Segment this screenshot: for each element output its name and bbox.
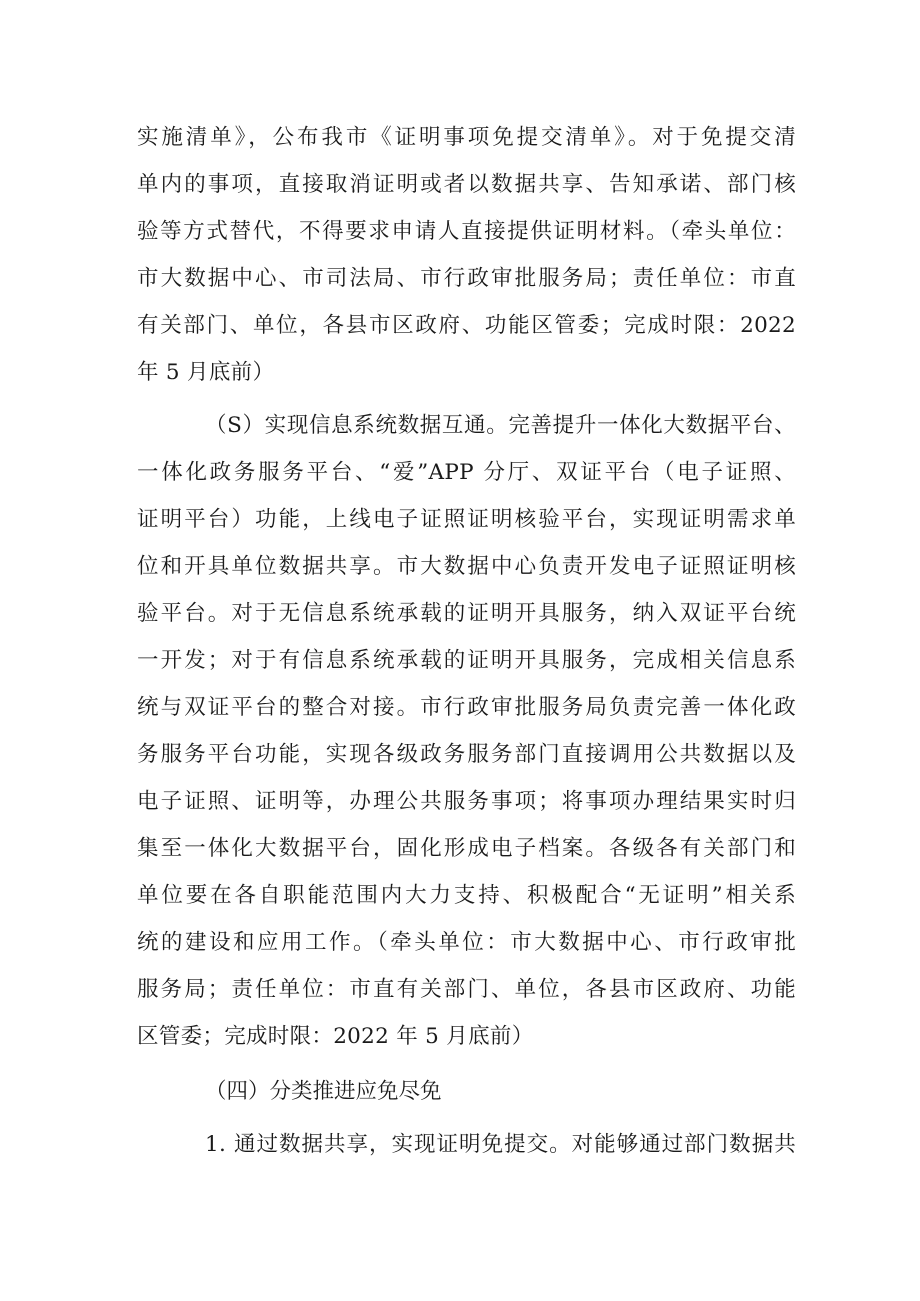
paragraph-line: 一开发；对于有信息系统承载的证明开具服务，完成相关信息系 <box>137 648 796 673</box>
paragraph-line: （S）实现信息系统数据互通。完善提升一体化大数据平台、 <box>205 413 796 438</box>
paragraph-line: 年 5 月底前） <box>137 360 275 385</box>
paragraph-line: 实施清单》，公布我市《证明事项免提交清单》。对于免提交清 <box>137 125 796 150</box>
paragraph-line: 单内的事项，直接取消证明或者以数据共享、告知承诺、部门核 <box>137 172 796 197</box>
paragraph-line: 市大数据中心、市司法局、市行政审批服务局；责任单位：市直 <box>137 266 796 291</box>
paragraph-line: 集至一体化大数据平台，固化形成电子档案。各级各有关部门和 <box>137 836 796 861</box>
paragraph-line: 证明平台）功能，上线电子证照证明核验平台，实现证明需求单 <box>137 507 796 532</box>
paragraph-line: 位和开具单位数据共享。市大数据中心负责开发电子证照证明核 <box>137 554 796 579</box>
paragraph-line: 单位要在各自职能范围内大力支持、积极配合“无证明”相关系 <box>137 883 796 908</box>
section-heading: （四）分类推进应免尽免 <box>205 1079 442 1104</box>
paragraph-line: 服务局；责任单位：市直有关部门、单位，各县市区政府、功能 <box>137 977 796 1002</box>
paragraph-line: 有关部门、单位，各县市区政府、功能区管委；完成时限：2022 <box>137 313 796 338</box>
paragraph-line: 统与双证平台的整合对接。市行政审批服务局负责完善一体化政 <box>137 695 796 720</box>
paragraph-line: 电子证照、证明等，办理公共服务事项；将事项办理结果实时归 <box>137 789 796 814</box>
paragraph-3 <box>137 1121 796 1168</box>
paragraph-line: 统的建设和应用工作。（牵头单位：市大数据中心、市行政审批 <box>137 930 796 955</box>
paragraph-line: 区管委；完成时限：2022 年 5 月底前） <box>137 1024 534 1049</box>
paragraph-line: 1. 通过数据共享，实现证明免提交。对能够通过部门数据共 <box>205 1132 796 1157</box>
paragraph-line: 验等方式替代，不得要求申请人直接提供证明材料。（牵头单位： <box>137 219 796 244</box>
paragraph-line: 验平台。对于无信息系统承载的证明开具服务，纳入双证平台统 <box>137 601 796 626</box>
paragraph-line: 一体化政务服务平台、“爱”APP 分厅、双证平台（电子证照、 <box>137 460 796 485</box>
paragraph-1 <box>137 114 796 396</box>
paragraph-2 <box>137 402 796 1060</box>
paragraph-line: 务服务平台功能，实现各级政务服务部门直接调用公共数据以及 <box>137 742 796 767</box>
